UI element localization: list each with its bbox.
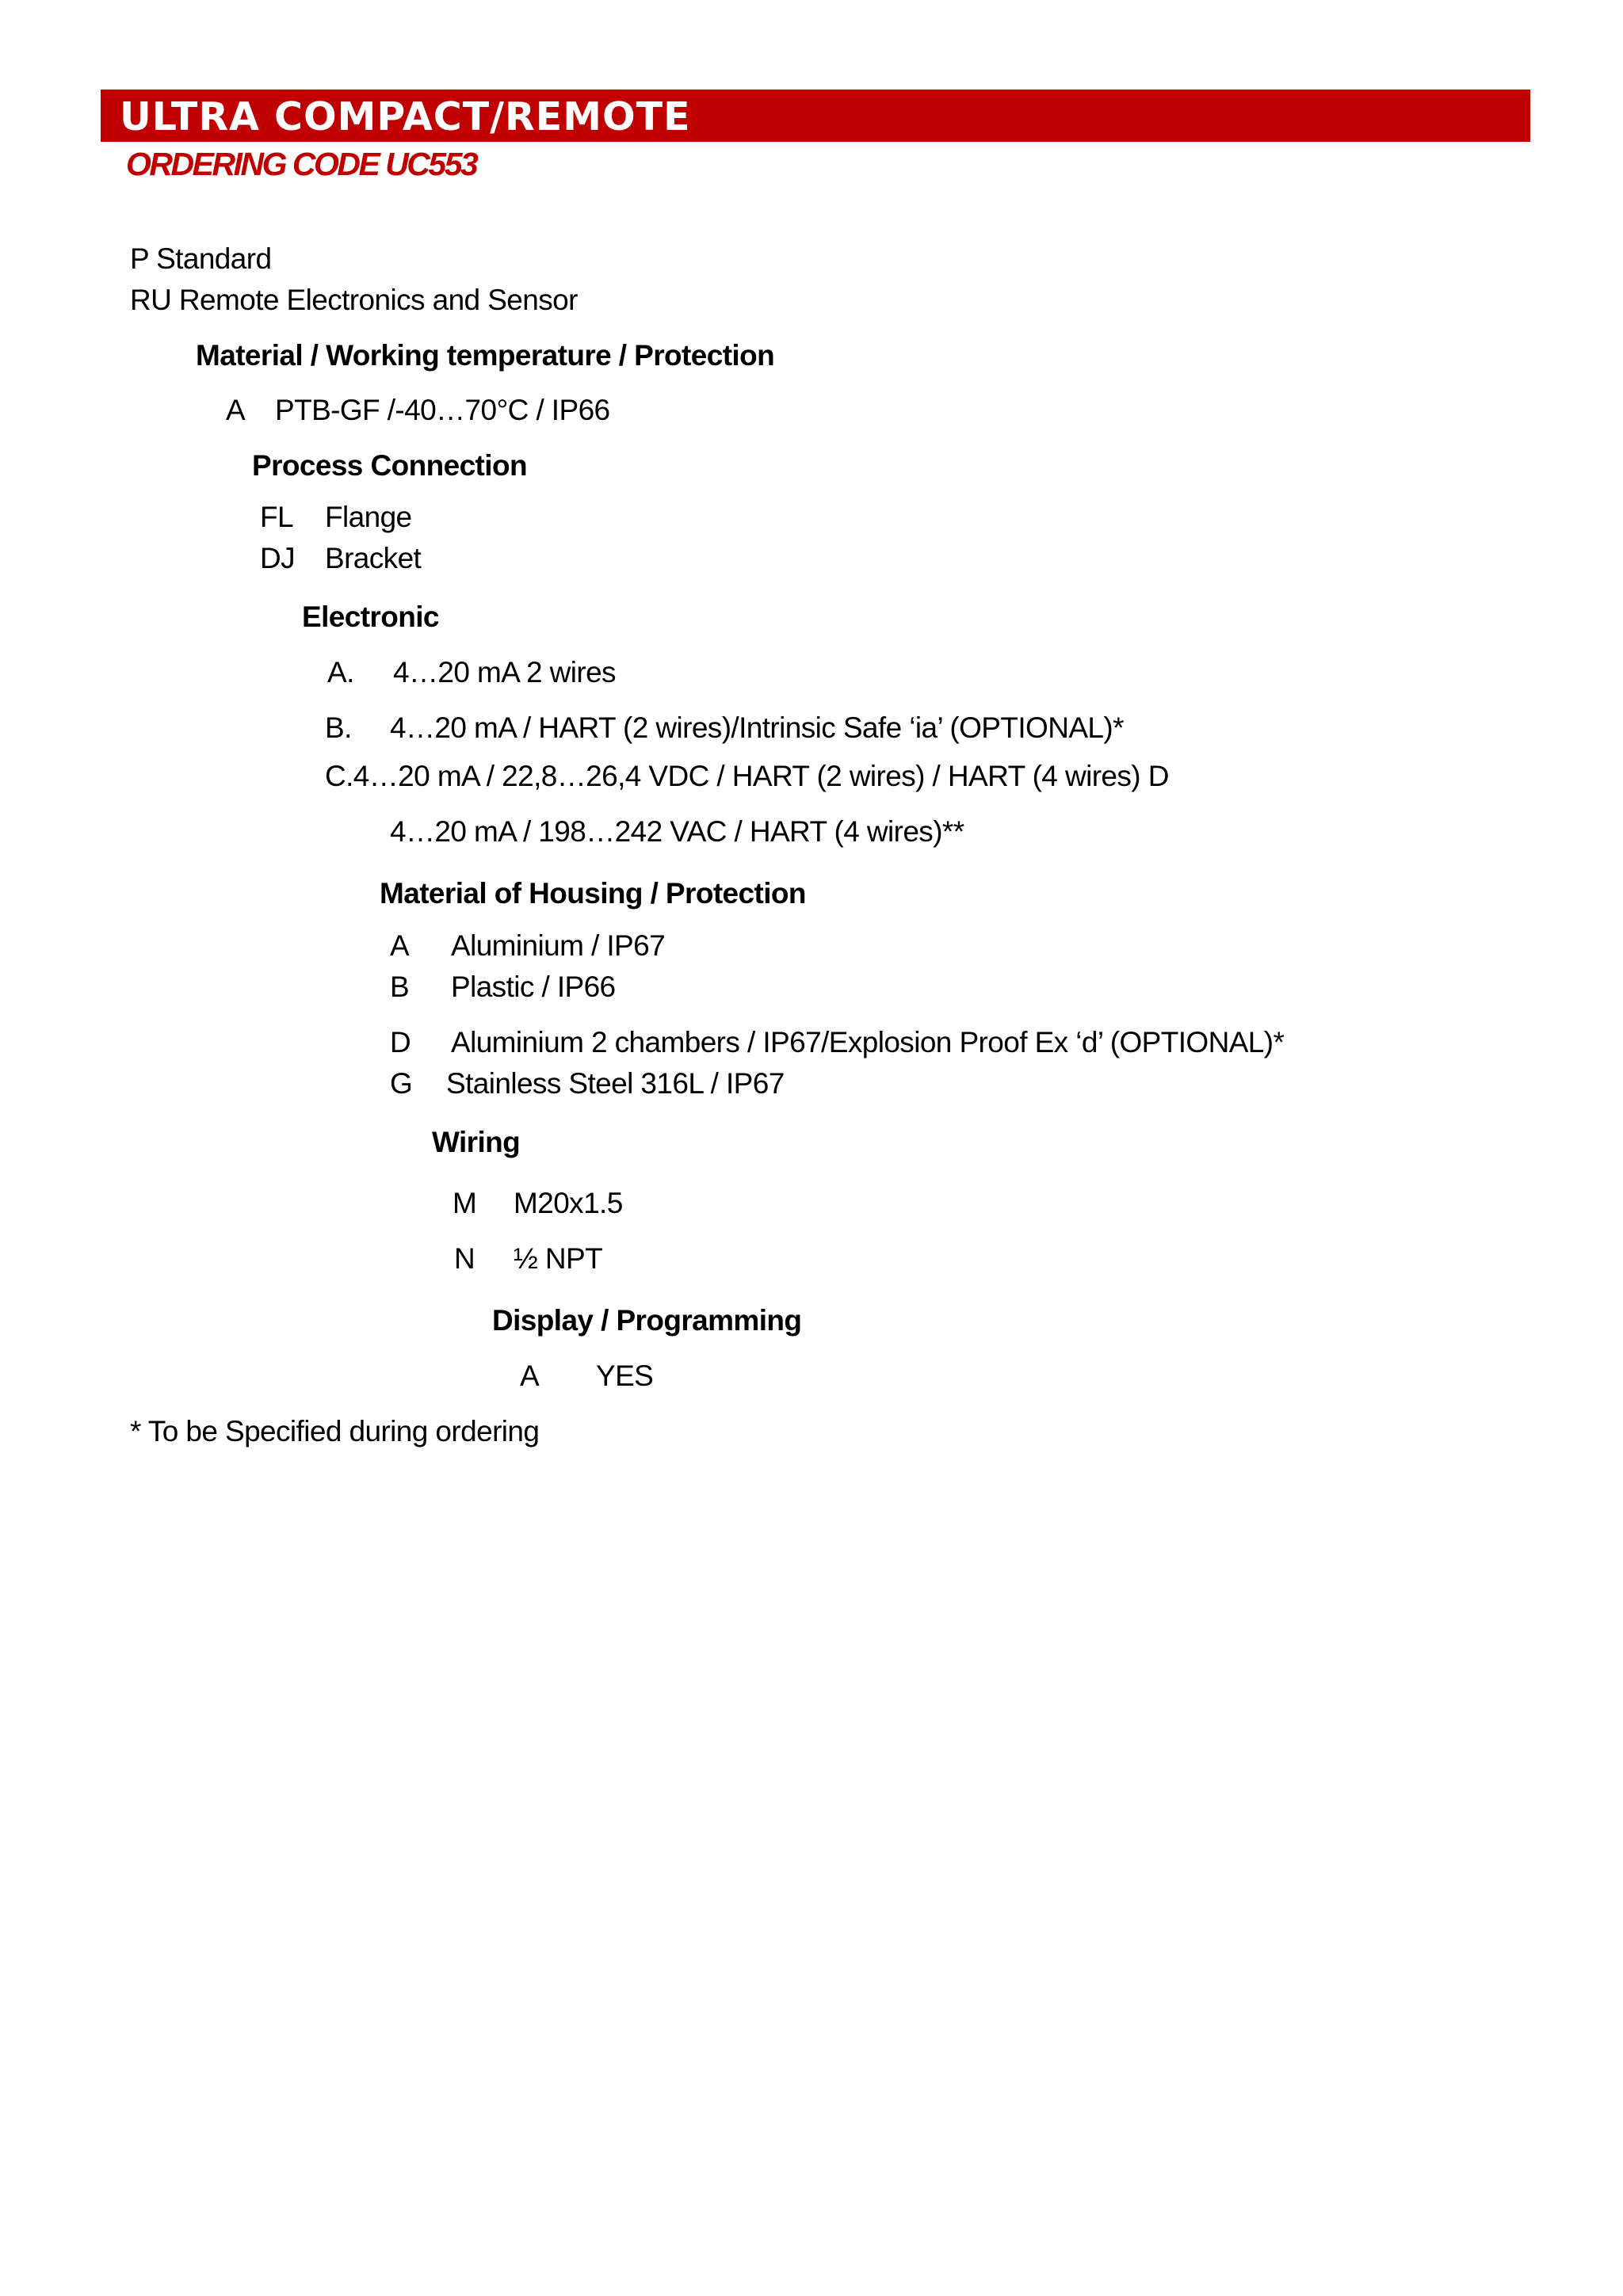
- heading-electronic: Electronic: [302, 601, 439, 633]
- option-label: 4…20 mA 2 wires: [393, 656, 616, 688]
- option-label: YES: [596, 1360, 654, 1392]
- option-code: D: [390, 1026, 411, 1058]
- option-code: A: [226, 394, 246, 426]
- heading-display: Display / Programming: [492, 1304, 802, 1337]
- option-code: A: [520, 1360, 540, 1392]
- option-label: Aluminium 2 chambers / IP67/Explosion Proof Ex ‘d’ (OPTIONAL)*: [451, 1026, 1285, 1058]
- heading-housing: Material of Housing / Protection: [380, 877, 806, 910]
- option-label: Aluminium / IP67: [451, 929, 666, 962]
- option-label: PTB-GF /-40…70°C / IP66: [275, 394, 610, 426]
- option-label: M20x1.5: [514, 1187, 623, 1219]
- option-standard: P Standard: [130, 242, 272, 275]
- option-label: ½ NPT: [514, 1242, 603, 1275]
- ordering-code-subtitle: ORDERING CODE UC553: [126, 146, 477, 182]
- option-remote: RU Remote Electronics and Sensor: [130, 284, 578, 316]
- option-label: Flange: [325, 501, 412, 533]
- option-label: Plastic / IP66: [451, 971, 616, 1003]
- option-code: A: [390, 929, 410, 962]
- option-electronic-c: C.4…20 mA / 22,8…26,4 VDC / HART (2 wires) / HART (4 wires) D: [325, 760, 1169, 792]
- option-electronic-d: 4…20 mA / 198…242 VAC / HART (4 wires)**: [390, 815, 964, 848]
- option-label: Stainless Steel 316L / IP67: [446, 1067, 785, 1100]
- option-label: Bracket: [325, 542, 422, 574]
- option-code: B: [390, 971, 410, 1003]
- option-code: B.: [325, 711, 352, 744]
- option-code: A.: [327, 656, 354, 688]
- option-label: 4…20 mA / HART (2 wires)/Intrinsic Safe ‘ia’ (OPTIONAL)*: [390, 711, 1124, 744]
- option-code: G: [390, 1067, 413, 1100]
- option-code: N: [454, 1242, 475, 1275]
- heading-material-temperature: Material / Working temperature / Protection: [196, 339, 775, 372]
- heading-wiring: Wiring: [432, 1126, 521, 1158]
- page-title: ULTRA COMPACT/REMOTE: [120, 94, 691, 139]
- heading-process-connection: Process Connection: [252, 449, 527, 482]
- footnote: * To be Specified during ordering: [130, 1415, 540, 1447]
- option-code: FL: [260, 501, 293, 533]
- option-code: DJ: [260, 542, 296, 574]
- header-bar: [101, 90, 1530, 142]
- option-code: M: [453, 1187, 477, 1219]
